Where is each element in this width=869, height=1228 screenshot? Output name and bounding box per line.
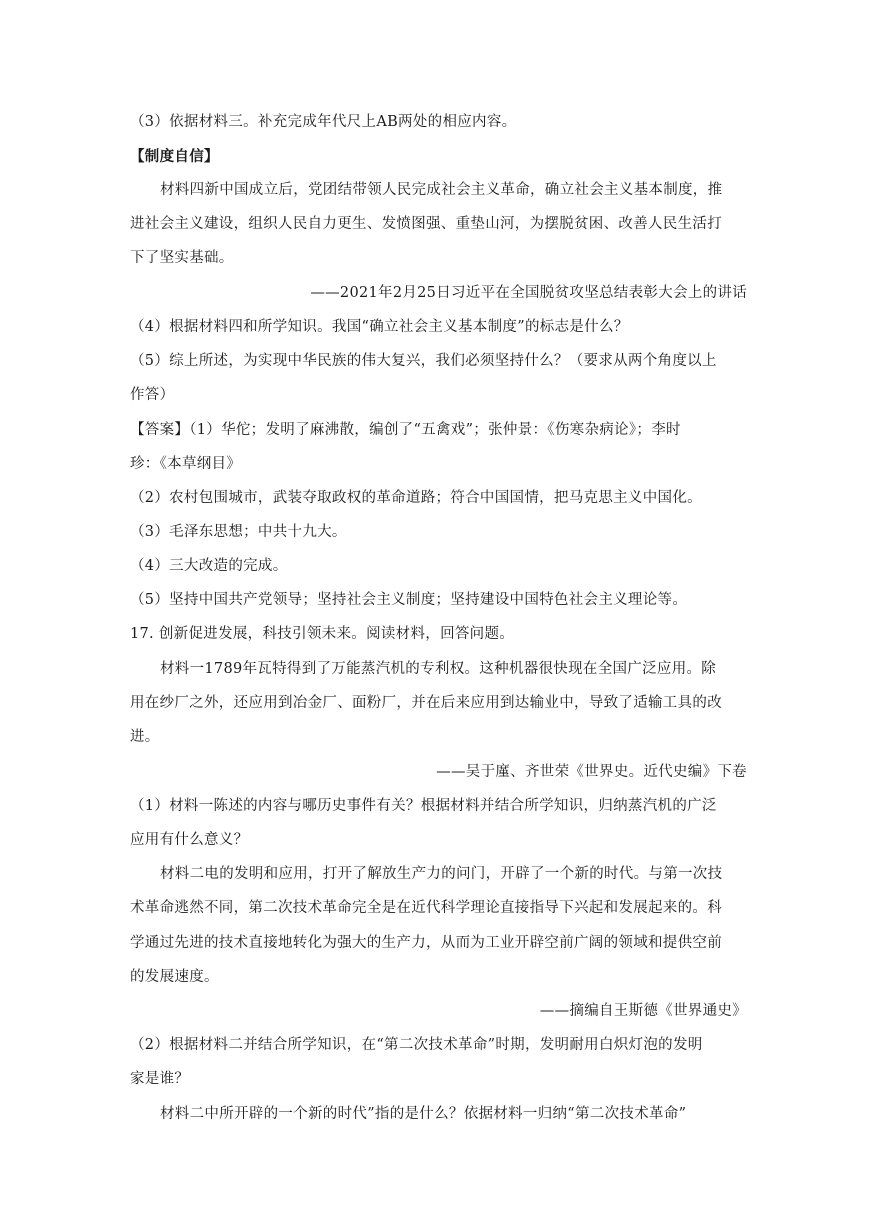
material-two-line-4: 的发展速度。 xyxy=(130,969,219,985)
answer-5: （5）坚持中国共产党领导；坚持社会主义制度；坚持建设中国特色社会主义理论等。 xyxy=(130,592,688,608)
answer-2: （2）农村包围城市，武装夺取政权的革命道路；符合中国国情，把马克思主义中国化。 xyxy=(130,490,702,506)
material-four-line-1: 材料四新中国成立后，党团结带领人民完成社会主义革命，确立社会主义基本制度，推 xyxy=(160,182,723,198)
answer-line-2: 珍：《本草纲目》 xyxy=(130,456,242,472)
question-5-line-2: 作答） xyxy=(130,387,175,403)
question-5-line-1: （5）综上所述，为实现中华民族的伟大复兴，我们必须坚持什么？（要求从两个角度以上 xyxy=(130,353,717,369)
material-one-line-1: 材料一1789年瓦特得到了万能蒸汽机的专利权。这种机器很快现在全国广泛应用。除 xyxy=(160,661,717,677)
material-four-source: ——2021年2月25日习近平在全国脱贫攻坚总结表彰大会上的讲话 xyxy=(310,285,747,301)
material-one-line-2: 用在纱厂之外，还应用到冶金厂、面粉厂，并在后来应用到达输业中，导致了适输工具的改 xyxy=(130,695,722,711)
answer-3: （3）毛泽东思想；中共十九大。 xyxy=(130,524,347,540)
material-one-source: ——吴于廑、齐世荣《世界史。近代史编》下卷 xyxy=(436,764,747,780)
question-4: （4）根据材料四和所学知识。我国“确立社会主义基本制度”的标志是什么？ xyxy=(130,319,629,335)
material-two-line-1: 材料二电的发明和应用，打开了解放生产力的问门，开辟了一个新的时代。与第一次技 xyxy=(160,866,723,882)
material-two-line-3: 学通过先进的技术直接地转化为强大的生产力，从而为工业开辟空前广阔的领域和提供空前 xyxy=(130,935,722,951)
question-17-stem: 17. 创新促进发展，科技引领未来。阅读材料，回答问题。 xyxy=(130,626,515,642)
section-heading-system-confidence: 【制度自信】 xyxy=(130,148,219,165)
q17-2-line-1: （2）根据材料二并结合所学知识，在“第二次技术革命”时期，发明耐用白炽灯泡的发明 xyxy=(130,1037,703,1053)
question-3: （3）依据材料三。补充完成年代尺上AB两处的相应内容。 xyxy=(130,114,517,130)
answer-4: （4）三大改造的完成。 xyxy=(130,558,288,574)
q17-1-line-2: 应用有什么意义？ xyxy=(130,832,249,848)
q17-3-line-1: 材料二中所开辟的一个新的时代”指的是什么？依据材料一归纳“第二次技术革命” xyxy=(160,1106,687,1122)
answer-line-1: 【答案】（1）华佗；发明了麻沸散，编创了“五禽戏”；张仲景：《伤寒杂病论》；李时 xyxy=(130,422,681,438)
material-two-line-2: 术革命逃然不同，第二次技术革命完全是在近代科学理论直接指导下兴起和发展起来的。科 xyxy=(130,900,722,916)
material-one-line-3: 进。 xyxy=(130,729,160,745)
material-four-line-3: 下了坚实基础。 xyxy=(130,250,234,266)
q17-2-line-2: 家是谁？ xyxy=(130,1071,190,1087)
material-two-source: ——摘编自王斯德《世界通史》 xyxy=(539,1003,747,1019)
material-four-line-2: 进社会主义建设，组织人民自力更生、发愤图强、重垫山河，为摆脱贫困、改善人民生活打 xyxy=(130,216,722,232)
q17-1-line-1: （1）材料一陈述的内容与哪历史事件有关？根据材料并结合所学知识，归纳蒸汽机的广泛 xyxy=(130,798,717,814)
